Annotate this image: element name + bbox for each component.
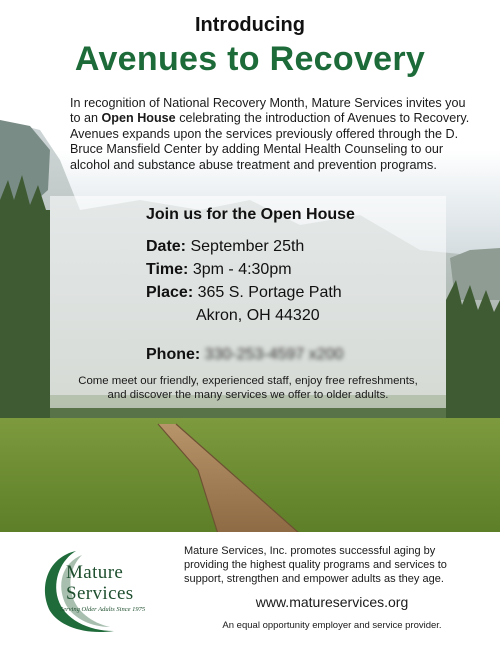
event-heading: Join us for the Open House — [146, 206, 355, 223]
event-date — [146, 235, 446, 258]
invitation-note — [50, 374, 446, 402]
time-label: Time: — [146, 261, 189, 278]
logo-tagline: Serving Older Adults Since 1975 — [60, 606, 146, 613]
event-details — [146, 206, 446, 366]
invitation-line2: and discover the many services we offer to older adults. — [107, 389, 389, 401]
event-time — [146, 258, 446, 281]
phone-value: 330-253-4597 x200 — [204, 346, 344, 363]
intro-text-part2: celebrating the introduction of Avenues to Recovery. Avenues expands upon the services previously offered through the D. Bruce Mansfield Center by adding Mental Health Counseling to our alcohol and substance abuse treatment and prevention programs. — [70, 111, 470, 172]
event-phone — [146, 343, 446, 366]
intro-paragraph — [70, 96, 470, 173]
logo-word-mature: Mature — [66, 562, 124, 583]
website-link[interactable]: www.matureservices.org — [255, 594, 409, 610]
page-title: Avenues to Recovery — [74, 40, 426, 78]
equal-opportunity-notice: An equal opportunity employer and service provider. — [222, 620, 442, 631]
time-value: 3pm - 4:30pm — [192, 261, 292, 278]
date-value: September 25th — [190, 238, 305, 255]
event-place-line2: Akron, OH 44320 — [196, 307, 320, 324]
phone-label: Phone: — [146, 346, 201, 363]
intro-text-part1: In recognition of National Recovery Month, Mature Services invites you to an — [70, 96, 466, 126]
intro-heading: Introducing — [195, 14, 305, 36]
date-label: Date: — [146, 238, 187, 255]
event-place — [146, 281, 446, 304]
invitation-line1: Come meet our friendly, experienced staff, enjoy free refreshments, — [78, 375, 418, 387]
place-label: Place: — [146, 284, 194, 301]
logo-word-services: Services — [66, 583, 134, 604]
place-line1: 365 S. Portage Path — [197, 284, 342, 301]
open-house-emphasis: Open House — [101, 111, 176, 126]
mission-statement: Mature Services, Inc. promotes successful aging by providing the highest quality programs and services to support, strengthen and empower adults as they age. — [184, 545, 447, 585]
